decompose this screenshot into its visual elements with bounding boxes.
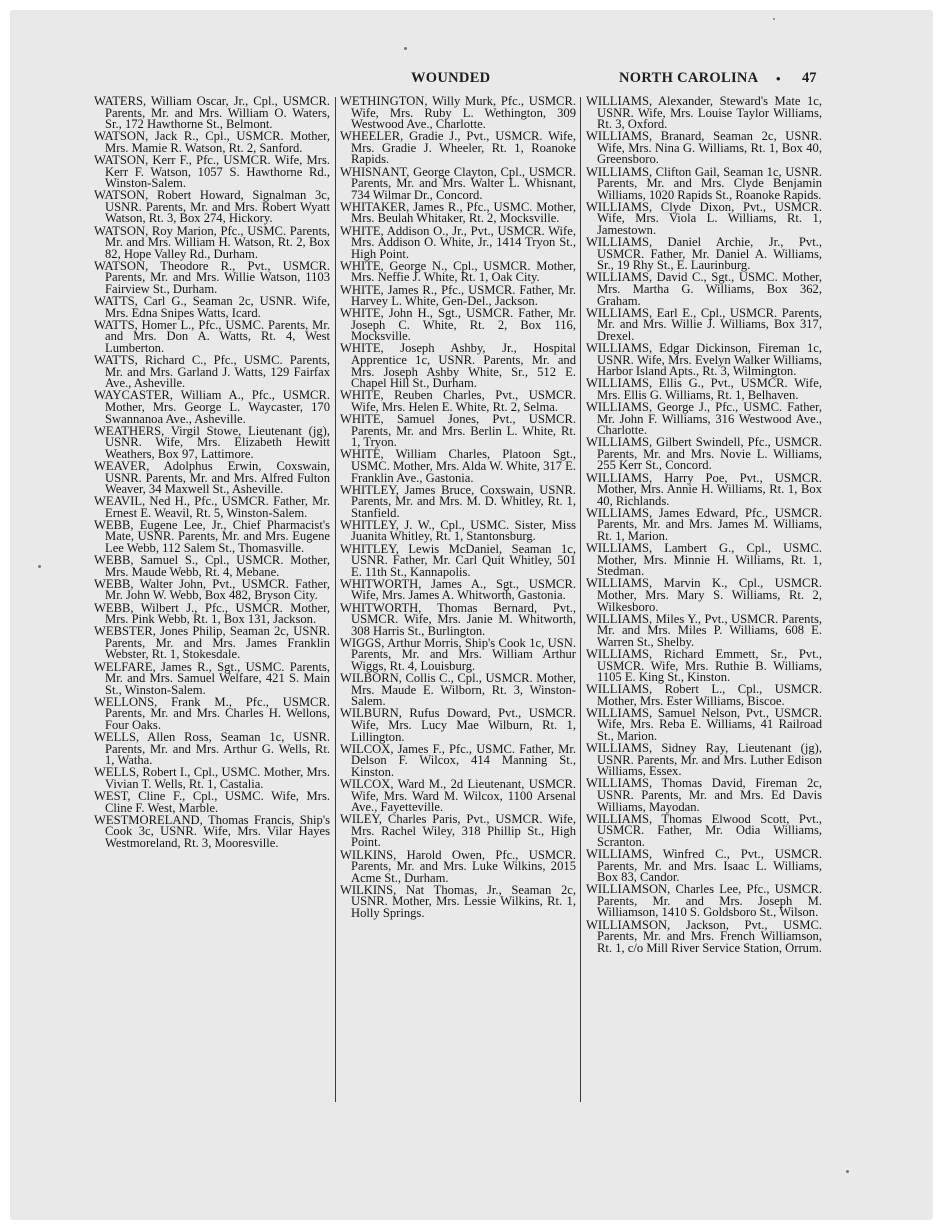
casualty-entry: WILLIAMS, Daniel Archie, Jr., Pvt., USMCR. Father, Mr. Daniel A. Williams, Sr., 19 Rhy St., E. Laurinburg.	[586, 235, 822, 273]
casualty-entry: WILLIAMS, Earl E., Cpl., USMCR. Parents, Mr. and Mrs. Willie J. Williams, Box 317, Drexel.	[586, 305, 822, 343]
casualty-entry: WILLIAMS, Clifton Gail, Seaman 1c, USNR. Parents, Mr. and Mrs. Clyde Benjamin Williams, 1020 Rapids St., Roanoke Rapids.	[586, 164, 822, 202]
casualty-entry: WEBB, Wilbert J., Pfc., USMCR. Mother, Mrs. Pink Webb, Rt. 1, Box 131, Jackson.	[94, 600, 330, 627]
casualty-entry: WEBB, Eugene Lee, Jr., Chief Pharmacist's Mate, USNR. Parents, Mr. and Mrs. Eugene Lee Webb, 112 Salem St., Thomasville.	[94, 517, 330, 556]
casualty-entry: WHITLEY, James Bruce, Coxswain, USNR. Parents, Mr. and Mrs. M. D. Whitley, Rt. 1, Stanfield.	[340, 482, 576, 520]
column-right	[586, 96, 822, 955]
bullet-separator: •	[776, 71, 781, 86]
casualty-entry: WAYCASTER, William A., Pfc., USMCR. Mother, Mrs. George L. Waycaster, 170 Swannanoa Ave., Asheville.	[94, 388, 330, 426]
casualty-entry: WHITE, James R., Pfc., USMCR. Father, Mr. Harvey L. White, Gen-Del., Jackson.	[340, 282, 576, 309]
casualty-entry: WHITE, Addison O., Jr., Pvt., USMCR. Wife, Mrs. Addison O. White, Jr., 1414 Tryon St., High Point.	[340, 223, 576, 261]
casualty-entry: WHITE, William Charles, Platoon Sgt., USMC. Mother, Mrs. Alda W. White, 317 E. Franklin Ave., Gastonia.	[340, 447, 576, 485]
casualty-entry: WHITE, Reuben Charles, Pvt., USMCR. Wife, Mrs. Helen E. White, Rt. 2, Selma.	[340, 388, 576, 414]
casualty-entry: WHEELER, Gradie J., Pvt., USMCR. Wife, Mrs. Gradie J. Wheeler, Rt. 1, Roanoke Rapids.	[340, 129, 576, 167]
casualty-entry: WATTS, Carl G., Seaman 2c, USNR. Wife, Mrs. Edna Snipes Watts, Icard.	[94, 294, 330, 320]
casualty-entry: WILLIAMS, Thomas Elwood Scott, Pvt., USMCR. Father, Mr. Odia Williams, Scranton.	[586, 811, 822, 849]
page-header	[0, 70, 945, 94]
casualty-entry: WILLIAMSON, Charles Lee, Pfc., USMCR. Parents, Mr. and Mrs. Joseph M. Williamson, 1410 S. Goldsboro St., Wilson.	[586, 882, 822, 920]
casualty-entry: WILLIAMS, Branard, Seaman 2c, USNR. Wife, Mrs. Nina G. Williams, Rt. 1, Box 40, Greensboro.	[586, 129, 822, 167]
casualty-entry: WEAVIL, Ned H., Pfc., USMCR. Father, Mr. Ernest E. Weavil, Rt. 5, Winston-Salem.	[94, 494, 330, 520]
casualty-entry: WILLIAMS, George J., Pfc., USMC. Father, Mr. John F. Williams, 316 Westwood Ave., Charlotte.	[586, 399, 822, 438]
casualty-entry: WATTS, Homer L., Pfc., USMC. Parents, Mr. and Mrs. Don A. Watts, Rt. 4, West Lumberton.	[94, 317, 330, 355]
casualty-entry: WILLIAMS, Clyde Dixon, Pvt., USMCR. Wife, Mrs. Viola L. Williams, Rt. 1, Jamestown.	[586, 199, 822, 238]
casualty-entry: WATSON, Theodore R., Pvt., USMCR. Parents, Mr. and Mrs. Willie Watson, 1103 Fairview St., Durham.	[94, 258, 330, 296]
column-middle	[340, 96, 576, 920]
casualty-entry: WHITWORTH, James A., Sgt., USMCR. Wife, Mrs. James A. Whitworth, Gastonia.	[340, 576, 576, 603]
casualty-entry: WHITWORTH, Thomas Bernard, Pvt., USMCR. Wife, Mrs. Janie M. Whitworth, 308 Harris St., Burlington.	[340, 600, 576, 638]
casualty-entry: WILLIAMS, Winfred C., Pvt., USMCR. Parents, Mr. and Mrs. Isaac L. Williams, Box 83, Candor.	[586, 847, 822, 885]
casualty-entry: WILEY, Charles Paris, Pvt., USMCR. Wife, Mrs. Rachel Wiley, 318 Phillip St., High Point.	[340, 812, 576, 850]
casualty-entry: WHITE, Samuel Jones, Pvt., USMCR. Parents, Mr. and Mrs. Berlin L. White, Rt. 1, Tryon.	[340, 412, 576, 450]
casualty-entry: WHITLEY, J. W., Cpl., USMC. Sister, Miss Juanita Whitley, Rt. 1, Stantonsburg.	[340, 517, 576, 544]
casualty-entry: WEBSTER, Jones Philip, Seaman 2c, USNR. Parents, Mr. and Mrs. James Franklin Webster, Rt. 1, Stokesdale.	[94, 624, 330, 662]
casualty-entry: WELLS, Allen Ross, Seaman 1c, USNR. Parents, Mr. and Mrs. Arthur G. Wells, Rt. 1, Watha.	[94, 730, 330, 768]
casualty-entry: WILCOX, James F., Pfc., USMC. Father, Mr. Delson F. Wilcox, 414 Manning St., Kinston.	[340, 741, 576, 779]
casualty-entry: WILLIAMS, Marvin K., Cpl., USMCR. Mother, Mrs. Mary S. Williams, Rt. 2, Wilkesboro.	[586, 576, 822, 614]
casualty-entry: WATSON, Roy Marion, Pfc., USMC. Parents, Mr. and Mrs. William H. Watson, Rt. 2, Box 82, Hope Valley Rd., Durham.	[94, 223, 330, 261]
casualty-entry: WILLIAMS, Miles Y., Pvt., USMCR. Parents, Mr. and Mrs. Miles P. Williams, 608 E. Warren St., Shelby.	[586, 611, 822, 649]
casualty-entry: WEBB, Walter John, Pvt., USMCR. Father, Mr. John W. Webb, Box 482, Bryson City.	[94, 576, 330, 603]
casualty-entry: WILLIAMS, David C., Sgt., USMC. Mother, Mrs. Martha G. Williams, Box 362, Graham.	[586, 270, 822, 308]
casualty-entry: WILLIAMS, Ellis G., Pvt., USMCR. Wife, Mrs. Ellis G. Williams, Rt. 1, Belhaven.	[586, 376, 822, 402]
casualty-entry: WELLONS, Frank M., Pfc., USMCR. Parents, Mr. and Mrs. Charles H. Wellons, Four Oaks.	[94, 694, 330, 732]
casualty-entry: WHITE, George N., Cpl., USMCR. Mother, Mrs. Neffie J. White, Rt. 1, Oak City.	[340, 258, 576, 285]
casualty-entry: WELLS, Robert I., Cpl., USMC. Mother, Mrs. Vivian T. Wells, Rt. 1, Castalia.	[94, 765, 330, 791]
column-divider	[580, 97, 581, 1102]
casualty-entry: WHITAKER, James R., Pfc., USMC. Mother, Mrs. Beulah Whitaker, Rt. 2, Mocksville.	[340, 199, 576, 226]
casualty-entry: WETHINGTON, Willy Murk, Pfc., USMCR. Wife, Mrs. Ruby L. Wethington, 309 Westwood Ave., Charlotte.	[340, 94, 576, 132]
state-title: NORTH CAROLINA	[619, 70, 759, 86]
column-left	[94, 96, 330, 850]
casualty-entry: WILCOX, Ward M., 2d Lieutenant, USMCR. Wife, Mrs. Ward M. Wilcox, 1100 Arsenal Ave., Fayetteville.	[340, 776, 576, 815]
casualty-entry: WILLIAMS, Samuel Nelson, Pvt., USMCR. Wife, Mrs. Reba E. Williams, 41 Railroad St., Marion.	[586, 705, 822, 744]
scan-speck	[773, 18, 775, 20]
casualty-entry: WIGGS, Arthur Morris, Ship's Cook 1c, USN. Parents, Mr. and Mrs. William Arthur Wiggs, Rt. 4, Louisburg.	[340, 635, 576, 673]
casualty-entry: WILLIAMS, Edgar Dickinson, Fireman 1c, USNR. Wife, Mrs. Evelyn Walker Williams, Harbor Island Apts., Rt. 3, Wilmington.	[586, 340, 822, 379]
casualty-entry: WILLIAMS, Robert L., Cpl., USMCR. Mother, Mrs. Ester Williams, Biscoe.	[586, 682, 822, 708]
casualty-entry: WILLIAMS, James Edward, Pfc., USMCR. Parents, Mr. and Mrs. James M. Williams, Rt. 1, Marion.	[586, 505, 822, 543]
casualty-entry: WEBB, Samuel S., Cpl., USMCR. Mother, Mrs. Maude Webb, Rt. 4, Mebane.	[94, 553, 330, 579]
casualty-entry: WILLIAMS, Richard Emmett, Sr., Pvt., USMCR. Wife, Mrs. Ruthie B. Williams, 1105 E. King St., Kinston.	[586, 646, 822, 685]
casualty-entry: WILLIAMS, Alexander, Steward's Mate 1c, USNR. Wife, Mrs. Louise Taylor Williams, Rt. 3, Oxford.	[586, 94, 822, 132]
casualty-entry: WATTS, Richard C., Pfc., USMC. Parents, Mr. and Mrs. Garland J. Watts, 129 Fairfax Ave., Asheville.	[94, 353, 330, 391]
scan-speck	[846, 1170, 849, 1173]
casualty-entry: WHITE, Joseph Ashby, Jr., Hospital Apprentice 1c, USNR. Parents, Mr. and Mrs. Joseph Ashby White, Sr., 512 E. Chapel Hill St., Durham.	[340, 341, 576, 391]
casualty-entry: WILLIAMSON, Jackson, Pvt., USMC. Parents, Mr. and Mrs. French Williamson, Rt. 1, c/o Mill River Service Station, Orrum.	[586, 917, 822, 955]
scan-speck	[404, 47, 407, 50]
casualty-entry: WATSON, Kerr F., Pfc., USMCR. Wife, Mrs. Kerr F. Watson, 1057 S. Hawthorne Rd., Winston-Salem.	[94, 152, 330, 191]
casualty-entry: WESTMORELAND, Thomas Francis, Ship's Cook 3c, USNR. Wife, Mrs. Vilar Hayes Westmoreland, Rt. 3, Mooresville.	[94, 812, 330, 850]
casualty-entry: WHITLEY, Lewis McDaniel, Seaman 1c, USNR. Father, Mr. Carl Quit Whitley, 501 E. 11th St., Kannapolis.	[340, 541, 576, 579]
casualty-entry: WILLIAMS, Gilbert Swindell, Pfc., USMCR. Parents, Mr. and Mrs. Novie L. Williams, 255 Kerr St., Concord.	[586, 435, 822, 473]
casualty-entry: WEST, Cline F., Cpl., USMC. Wife, Mrs. Cline F. West, Marble.	[94, 789, 330, 815]
casualty-entry: WILLIAMS, Thomas David, Fireman 2c, USNR. Parents, Mr. and Mrs. Ed Davis Williams, Mayodan.	[586, 776, 822, 814]
casualty-entry: WILKINS, Harold Owen, Pfc., USMCR. Parents, Mr. and Mrs. Luke Wilkins, 2015 Acme St., Durham.	[340, 847, 576, 885]
casualty-entry: WILLIAMS, Harry Poe, Pvt., USMCR. Mother, Mrs. Annie H. Williams, Rt. 1, Box 40, Richlands.	[586, 470, 822, 508]
casualty-entry: WHISNANT, George Clayton, Cpl., USMCR. Parents, Mr. and Mrs. Walter L. Whisnant, 734 Wilmar Dr., Concord.	[340, 164, 576, 202]
section-title: WOUNDED	[411, 70, 491, 86]
casualty-entry: WILLIAMS, Sidney Ray, Lieutenant (jg), USNR. Parents, Mr. and Mrs. Luther Edison Williams, Essex.	[586, 741, 822, 779]
scan-speck	[38, 565, 41, 568]
casualty-entry: WATERS, William Oscar, Jr., Cpl., USMCR. Parents, Mr. and Mrs. William O. Waters, Sr., 172 Hawthorne St., Belmont.	[94, 94, 330, 132]
casualty-entry: WEAVER, Adolphus Erwin, Coxswain, USNR. Parents, Mr. and Mrs. Alfred Fulton Weaver, 34 Maxwell St., Asheville.	[94, 458, 330, 497]
casualty-entry: WEATHERS, Virgil Stowe, Lieutenant (jg), USNR. Wife, Mrs. Elizabeth Hewitt Weathers, Box 97, Lattimore.	[94, 423, 330, 461]
casualty-entry: WATSON, Jack R., Cpl., USMCR. Mother, Mrs. Mamie R. Watson, Rt. 2, Sanford.	[94, 129, 330, 155]
casualty-entry: WATSON, Robert Howard, Signalman 3c, USNR. Parents, Mr. and Mrs. Robert Wyatt Watson, Rt. 3, Box 274, Hickory.	[94, 188, 330, 226]
casualty-entry: WHITE, John H., Sgt., USMCR. Father, Mr. Joseph C. White, Rt. 2, Box 116, Mocksville.	[340, 306, 576, 344]
casualty-entry: WELFARE, James R., Sgt., USMC. Parents, Mr. and Mrs. Samuel Welfare, 421 S. Main St., Winston-Salem.	[94, 659, 330, 697]
page-number: 47	[802, 70, 817, 86]
casualty-entry: WILBURN, Rufus Doward, Pvt., USMCR. Wife, Mrs. Lucy Mae Wilburn, Rt. 1, Lillington.	[340, 706, 576, 744]
casualty-entry: WILLIAMS, Lambert G., Cpl., USMC. Mother, Mrs. Minnie H. Williams, Rt. 1, Stedman.	[586, 541, 822, 579]
casualty-entry: WILBORN, Collis C., Cpl., USMCR. Mother, Mrs. Maude E. Wilborn, Rt. 3, Winston-Salem.	[340, 671, 576, 709]
column-divider	[335, 97, 336, 1102]
casualty-entry: WILKINS, Nat Thomas, Jr., Seaman 2c, USNR. Mother, Mrs. Lessie Wilkins, Rt. 1, Holly Springs.	[340, 882, 576, 920]
